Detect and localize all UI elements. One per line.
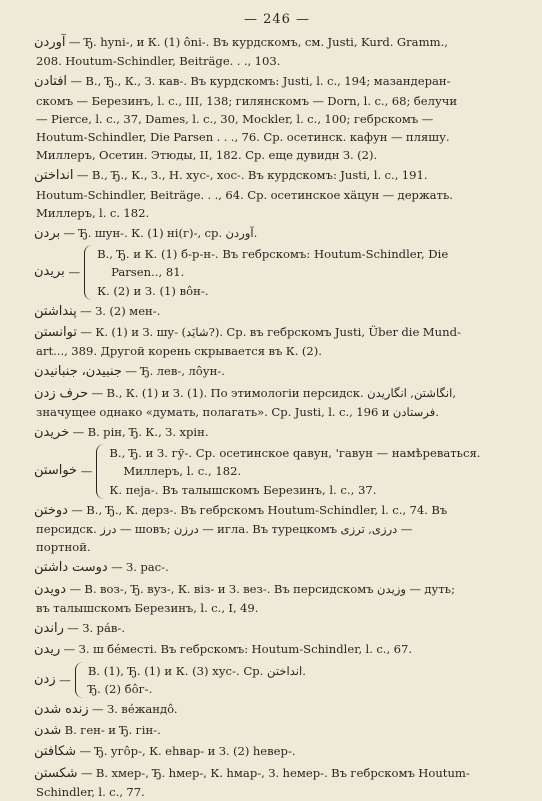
entry-avardan xyxy=(34,33,520,70)
entry-line: — З. рáв-. xyxy=(67,621,126,636)
entry-line: Houtum-Schindler, Die Parsen . . ., 76. Ср. осетинск. кафун — пляшу. xyxy=(36,130,450,145)
entry-headword: زنده شدن xyxy=(34,701,89,717)
brace-mark xyxy=(96,444,104,499)
entry-headword: توانستن xyxy=(34,325,77,341)
entry-line: — З. ш бéместі. Въ гебрскомъ: Houtum-Schindler, l. c., 67. xyxy=(63,642,413,657)
entry-khastan xyxy=(34,444,520,499)
entry-line: — К. (1) и З. шу- (شایَد?). Ср. въ гебрскомъ Justi, Über die Mund- xyxy=(80,325,461,340)
entry-shodan xyxy=(34,721,520,740)
entry-zende-shodan xyxy=(34,700,520,719)
entry-headword: بردن xyxy=(34,226,61,242)
entry-line: — Ђ. угôр-, К. еhвар- и З. (2) hевер-. xyxy=(79,744,296,759)
entry-zadan xyxy=(34,662,520,698)
entry-line: 208. Houtum-Schindler, Beiträge. . ., 103. xyxy=(36,54,281,69)
entry-line: значущее однако «думать, полагать». Ср. Justi, l. c., 196 и فرستادن. xyxy=(36,404,439,419)
entry-line: Ђ. (2) бôг-. xyxy=(87,681,153,696)
brace-mark xyxy=(75,662,83,698)
entry-line: — Pierce, l. c., 37, Dames, l. c., 30, Mockler, l. c., 100; гебрскомъ — xyxy=(36,111,434,126)
entry-headword: شدن xyxy=(34,723,62,739)
entry-line: art..., 389. Другой корень скрывается въ К. (2). xyxy=(36,344,322,359)
brace-content xyxy=(97,245,520,300)
entry-line: Houtum-Schindler, Beiträge. . ., 64. Ср. осетинское хäцун — держать. xyxy=(36,187,453,202)
brace-content xyxy=(109,444,520,499)
entry-headword: دوست داشتن xyxy=(34,560,108,576)
entry-line: — Ђ. шун-. К. (1) ні(г)-, ср. آوردن. xyxy=(63,226,258,241)
entry-line: — В., Ђ., К. дерз-. Въ гебрскомъ Houtum-Schindler, l. c., 74. Въ xyxy=(71,502,448,517)
entry-oftadan xyxy=(34,72,520,164)
entry-boridan xyxy=(34,245,520,300)
brace-mark xyxy=(84,245,92,300)
entry-line: скомъ — Березинъ, l. c., III, 138; гилянскомъ — Dorn, l. c., 68; белучи xyxy=(36,93,458,108)
entry-line: Parsen.., 81. xyxy=(111,265,185,280)
entry-tavanestan xyxy=(34,323,520,360)
entry-dukhtan xyxy=(34,501,520,557)
entry-line: — Ђ. лев-, лôун-. xyxy=(125,364,225,379)
entry-line: — В. воз-, Ђ. вуз-, К. віз- и З. вез-. Въ персидскомъ وزیدن — дуть; xyxy=(69,581,455,596)
entry-bordan xyxy=(34,224,520,243)
brace-headword: زدن — xyxy=(34,662,75,698)
entry-line: — З. вéжандô. xyxy=(92,701,178,716)
entry-line: — В., Ђ., К., З. кав-. Въ курдскомъ: Justi, l. c., 194; мазандеран- xyxy=(70,74,451,89)
entry-line: Миллеръ, l. c., 182. xyxy=(123,464,242,479)
entry-line: — В., Ђ., К., З., Н. хус-, хос-. Въ курдскомъ: Justi, l. c., 191. xyxy=(76,168,428,183)
entry-headword: دویدن xyxy=(34,581,67,597)
entry-headword: انداختن xyxy=(34,168,74,184)
brace-headword: بریدن — xyxy=(34,245,84,300)
entry-line: — З. (2) мен-. xyxy=(80,303,161,318)
entry-shekaftan xyxy=(34,742,520,761)
brace-content xyxy=(88,662,520,698)
entry-line: К. пеја-. Въ талышскомъ Березинъ, l. c., 37. xyxy=(109,482,377,497)
entry-line: портной. xyxy=(36,540,91,555)
entry-line: Миллеръ, l. c. 182. xyxy=(36,205,150,220)
entry-headword: ریدن xyxy=(34,642,61,658)
entry-headword: افتادن xyxy=(34,74,68,90)
entry-headword: حرف زدن xyxy=(34,385,89,401)
entry-headword: زدن xyxy=(34,671,56,687)
entry-line: — В. хмер-, Ђ. hмер-, К. hмар-, З. hемер-. Въ гебрскомъ Houtum- xyxy=(80,765,470,780)
entry-harf-zadan xyxy=(34,384,520,421)
entry-line: — В., К. (1) и З. (1). По этимологіи персидск. انگاشتن, انگاریدن, xyxy=(91,385,457,400)
entry-line: — З. рас-. xyxy=(111,560,169,575)
entry-line: Миллеръ, Осетин. Этюды, II, 182. Ср. еще дувидн З. (2). xyxy=(36,148,378,163)
entry-jonbidan xyxy=(34,362,520,381)
entry-line: В., Ђ. и З. гў-. Ср. осетинское qавун, 'гавун — намѣреваться. xyxy=(109,446,481,461)
entry-line: — В. рін, Ђ. К., З. хрін. xyxy=(72,425,209,440)
entry-kharidan xyxy=(34,423,520,442)
entry-headword: راندن xyxy=(34,621,64,637)
entry-andakhtan xyxy=(34,166,520,222)
entry-davidan xyxy=(34,580,520,617)
entry-headword: جنبیدن، جنبانیدن xyxy=(34,364,122,380)
entry-line: В. ген- и Ђ. гін-. xyxy=(64,723,161,738)
entry-line: персидск. درز — шовъ; درزن — игла. Въ турецкомъ درزی, ترزی — xyxy=(36,522,413,537)
entry-headword: شکستن xyxy=(34,765,78,781)
entry-headword: پنداشتن xyxy=(34,303,77,319)
brace-headword: خواستن — xyxy=(34,444,96,499)
entry-ridan xyxy=(34,640,520,659)
entry-line: — Ђ. hуni-, и К. (1) ôni-. Въ курдскомъ, см. Justi, Kurd. Gramm., xyxy=(68,35,448,49)
entry-line: Schindler, l. c., 77. xyxy=(36,784,145,799)
entry-headword: دوختن xyxy=(34,502,68,518)
entry-dust-dashtan xyxy=(34,558,520,577)
entry-line: В. (1), Ђ. (1) и К. (3) хус-. Ср. انداختن. xyxy=(87,663,306,678)
page-number: — 246 — xyxy=(243,12,311,27)
entry-randan xyxy=(34,619,520,638)
entry-headword: بریدن xyxy=(34,264,65,280)
entry-headword: خریدن xyxy=(34,425,70,441)
entry-headword: شکافتن xyxy=(34,744,77,760)
entry-headword: خواستن xyxy=(34,463,78,479)
entry-headword: آوردن xyxy=(34,35,66,50)
entry-pendashtan xyxy=(34,302,520,321)
entry-line: В., Ђ. и К. (1) б-р-н-. Въ гебрскомъ: Houtum-Schindler, Die xyxy=(97,247,449,262)
entry-line: въ талышскомъ Березинъ, l. c., I, 49. xyxy=(36,600,259,615)
entry-shekastan xyxy=(34,764,520,801)
entry-line: К. (2) и З. (1) вôн-. xyxy=(97,283,209,298)
